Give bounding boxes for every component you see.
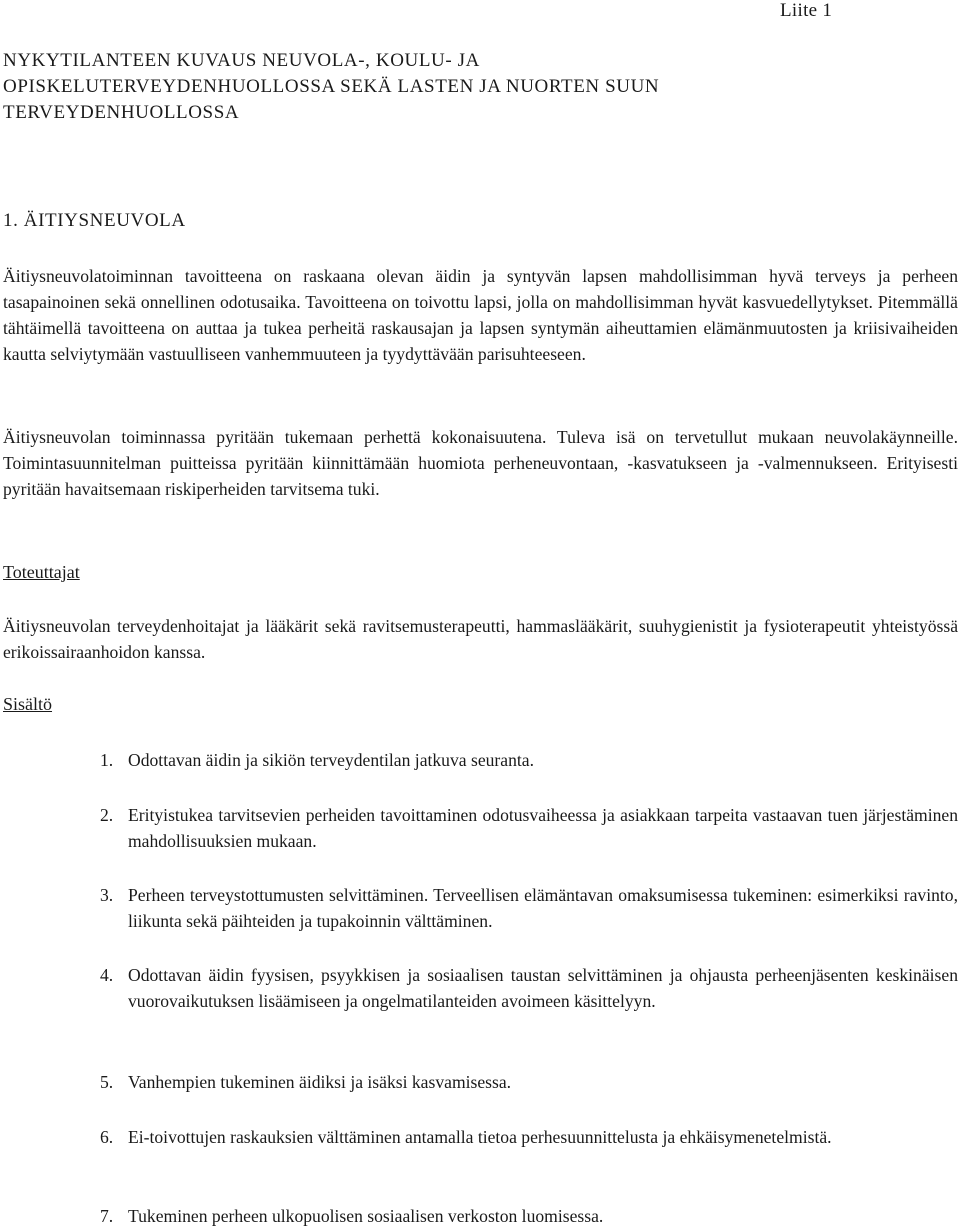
list-item-number: 4.	[100, 965, 114, 985]
list-item-text: Odottavan äidin fyysisen, psyykkisen ja sosiaalisen taustan selvittäminen ja ohjausta perheenjäsenten keskinäisen vuorovaikutuksen lisäämiseen ja ongelmatilanteiden avoimeen käsittelyyn.	[128, 965, 958, 1011]
content-heading: Sisältö	[3, 694, 53, 714]
list-item-number: 1.	[100, 750, 114, 770]
list-item-number: 5.	[100, 1072, 114, 1092]
list-item-text: Perheen terveystottumusten selvittäminen. Terveellisen elämäntavan omaksumisessa tukeminen: esimerkiksi ravinto, liikunta sekä päihteiden ja tupakoinnin välttäminen.	[128, 885, 958, 931]
list-item-text: Tukeminen perheen ulkopuolisen sosiaalisen verkoston luomisessa.	[128, 1206, 604, 1226]
document-title-line: OPISKELUTERVEYDENHUOLLOSSA SEKÄ LASTEN JA NUORTEN SUUN	[3, 76, 660, 97]
document-title-line: NYKYTILANTEEN KUVAUS NEUVOLA-, KOULU- JA	[3, 50, 480, 71]
list-item-number: 2.	[100, 805, 114, 825]
list-item-text: Vanhempien tukeminen äidiksi ja isäksi kasvamisessa.	[128, 1072, 512, 1092]
list-item-number: 7.	[100, 1206, 114, 1226]
list-item-text: Erityistukea tarvitsevien perheiden tavoittaminen odotusvaiheessa ja asiakkaan tarpeita vastaavan tuen järjestäminen mahdollisuuksien mukaan.	[128, 805, 958, 851]
document-title	[3, 48, 943, 126]
actors-paragraph: Äitiysneuvolan terveydenhoitajat ja lääkärit sekä ravitsemusterapeutti, hammaslääkärit, suuhygienistit ja fysioterapeutit yhteistyössä erikoissairaanhoidon kanssa.	[3, 616, 958, 662]
section-heading: 1. ÄITIYSNEUVOLA	[3, 210, 186, 231]
appendix-label: Liite 1	[780, 0, 833, 21]
document-title-line: TERVEYDENHUOLLOSSA	[3, 102, 240, 123]
list-item-number: 6.	[100, 1127, 114, 1147]
list-item-text: Odottavan äidin ja sikiön terveydentilan jatkuva seuranta.	[128, 750, 534, 770]
family-paragraph: Äitiysneuvolan toiminnassa pyritään tukemaan perhettä kokonaisuutena. Tuleva isä on tervetullut mukaan neuvolakäynneille. Toimintasuunnitelman puitteissa pyritään kiinnittämään huomiota perheneuvontaan, -kasvatukseen ja -valmennukseen. Erityisesti pyritään havaitsemaan riskiperheiden tarvitsema tuki.	[3, 427, 958, 499]
intro-paragraph: Äitiysneuvolatoiminnan tavoitteena on raskaana olevan äidin ja syntyvän lapsen mahdollisimman hyvä terveys ja perheen tasapainoinen sekä onnellinen odotusaika. Tavoitteena on toivottu lapsi, jolla on mahdollisimman hyvät kasvuedellytykset. Pitemmällä tähtäimellä tavoitteena on auttaa ja tukea perheitä raskausajan ja lapsen syntymän aiheuttamien elämänmuutosten ja kriisivaiheiden kautta selviytymään vastuulliseen vanhemmuuteen ja tyydyttävään parisuhteeseen.	[3, 266, 958, 364]
list-item-text: Ei-toivottujen raskauksien välttäminen antamalla tietoa perhesuunnittelusta ja ehkäisymenetelmistä.	[128, 1127, 832, 1147]
list-item-number: 3.	[100, 885, 114, 905]
actors-heading: Toteuttajat	[3, 562, 80, 582]
